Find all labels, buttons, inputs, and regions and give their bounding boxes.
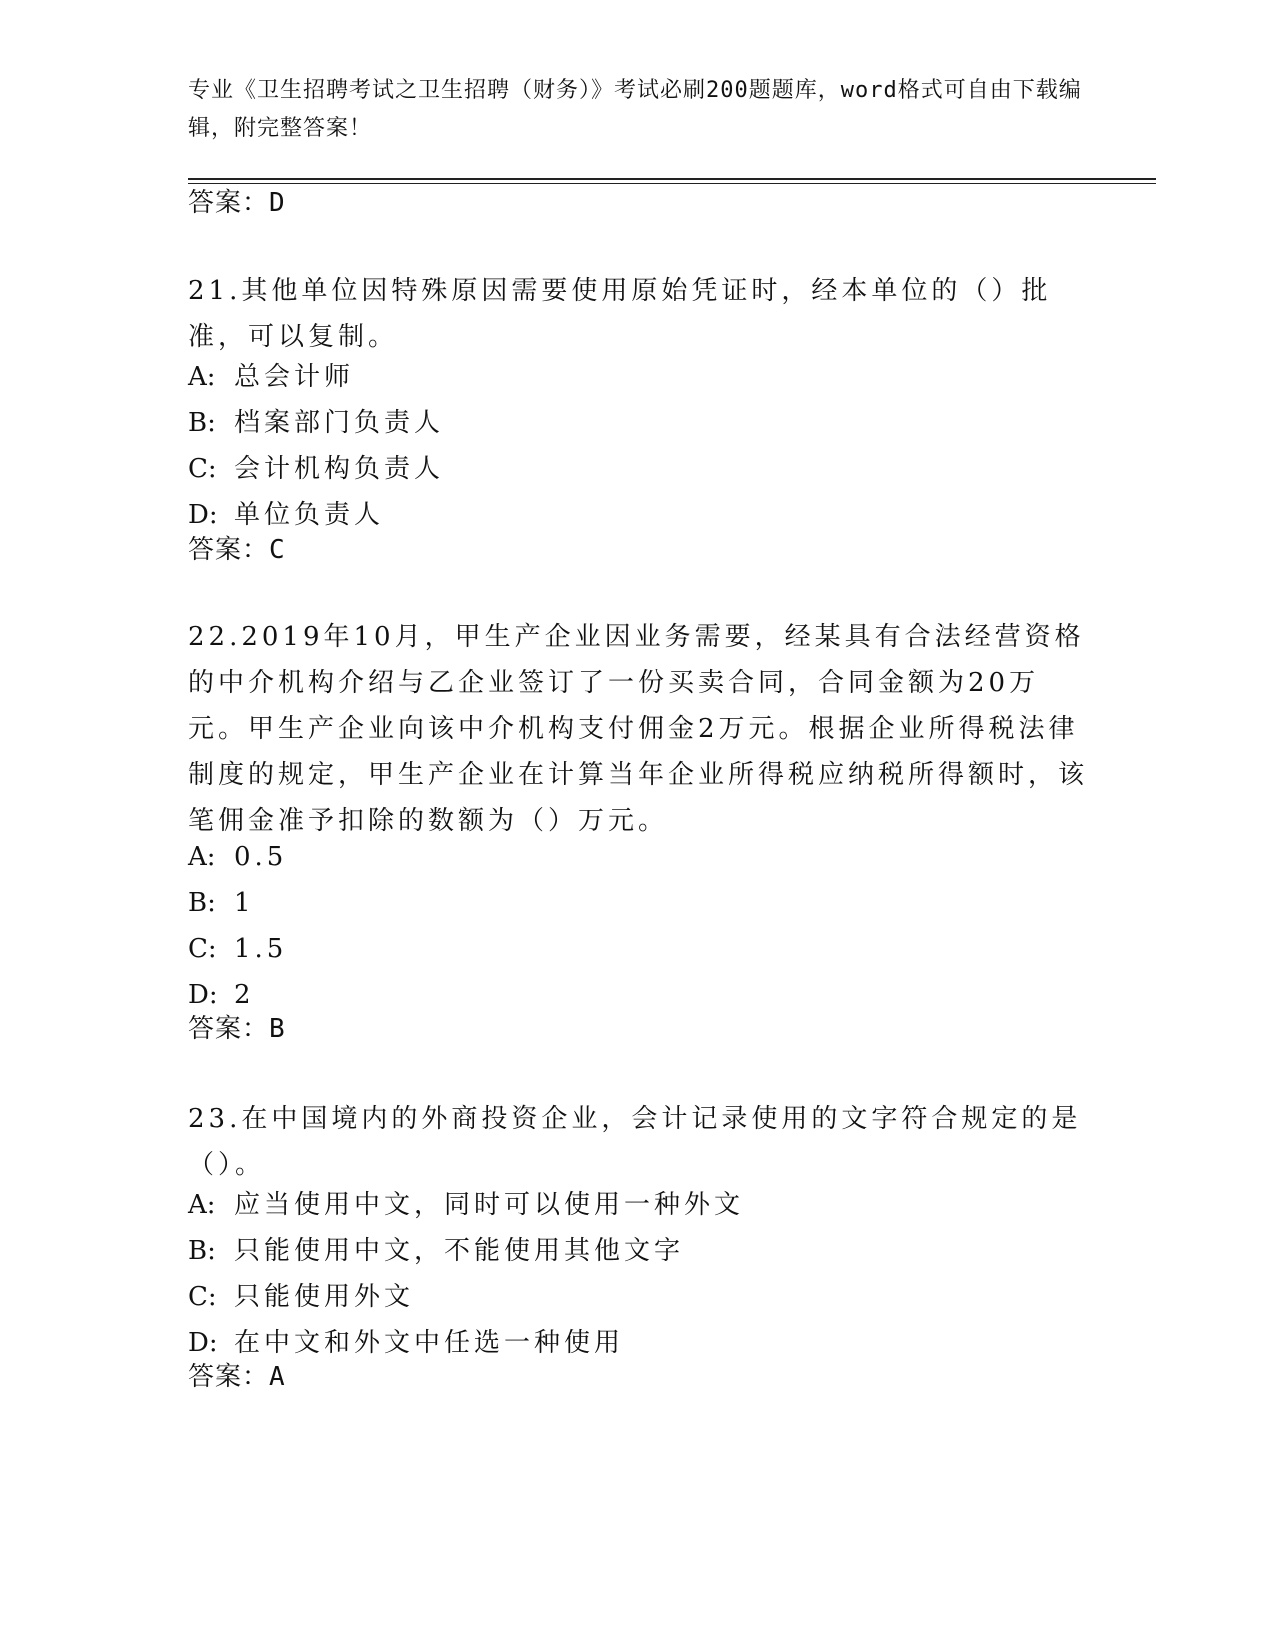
option-text: 在中文和外文中任选一种使用 (234, 1328, 625, 1358)
option-text: 应当使用中文，同时可以使用一种外文 (234, 1190, 745, 1220)
option-a (188, 354, 444, 400)
option-c (188, 1274, 744, 1320)
option-text: 总会计师 (234, 362, 355, 392)
option-d (188, 492, 444, 538)
question-22-stem: 22.2019年10月，甲生产企业因业务需要，经某具有合法经营资格的中介机构介绍与乙企业签订了一份买卖合同，合同金额为20万元。甲生产企业向该中介机构支付佣金2万元。根据企业所得税法律制度的规定，甲生产企业在计算当年企业所得税应纳税所得额时，该笔佣金准予扣除的数额为（）万元。 (188, 622, 1089, 836)
page-header-text: 专业《卫生招聘考试之卫生招聘（财务）》考试必刷200题题库，word格式可自由下载编辑，附完整答案！ (188, 78, 1082, 141)
option-b (188, 400, 444, 446)
option-text: 1.5 (234, 934, 288, 964)
option-letter: A: (188, 362, 216, 392)
option-b (188, 1228, 744, 1274)
option-letter: A: (188, 842, 216, 872)
option-text: 只能使用外文 (234, 1282, 415, 1312)
option-letter: D: (188, 500, 218, 530)
question-23-answer: 答案：A (188, 1362, 286, 1392)
option-text: 0.5 (234, 842, 288, 872)
option-text: 单位负责人 (234, 500, 385, 530)
option-letter: B: (188, 1236, 216, 1266)
option-a (188, 834, 287, 880)
question-21-options (188, 354, 444, 538)
option-letter: C: (188, 454, 217, 484)
option-letter: C: (188, 934, 217, 964)
option-c (188, 926, 287, 972)
option-letter: C: (188, 1282, 217, 1312)
option-a (188, 1182, 744, 1228)
option-letter: B: (188, 888, 216, 918)
option-letter: A: (188, 1190, 216, 1220)
question-21-stem: 21.其他单位因特殊原因需要使用原始凭证时，经本单位的（）批准，可以复制。 (188, 276, 1052, 352)
option-letter: D: (188, 980, 218, 1010)
question-23-options (188, 1182, 744, 1366)
option-text: 只能使用中文，不能使用其他文字 (234, 1236, 685, 1266)
option-letter: B: (188, 408, 216, 438)
option-letter: D: (188, 1328, 218, 1358)
header-divider-thick (188, 178, 1156, 180)
option-c (188, 446, 444, 492)
previous-answer: 答案：D (188, 188, 286, 218)
question-23-stem: 23.在中国境内的外商投资企业，会计记录使用的文字符合规定的是（）。 (188, 1104, 1082, 1180)
option-text: 会计机构负责人 (234, 454, 445, 484)
option-text: 档案部门负责人 (234, 408, 445, 438)
option-text: 1 (234, 888, 255, 918)
header-divider-thin (188, 183, 1156, 184)
question-21-answer: 答案：C (188, 535, 286, 565)
option-b (188, 880, 287, 926)
question-22-options (188, 834, 287, 1018)
question-22-answer: 答案：B (188, 1014, 286, 1044)
option-text: 2 (234, 980, 255, 1010)
